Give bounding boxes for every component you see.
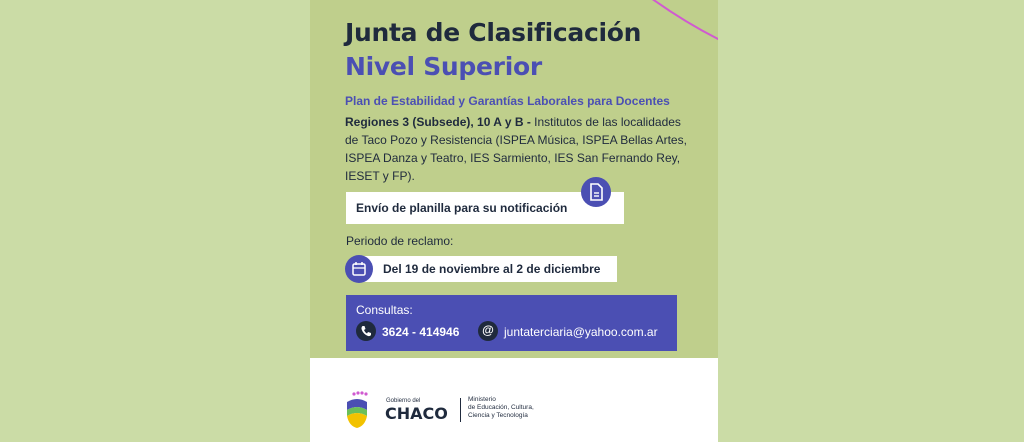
right-background-panel <box>718 0 1024 442</box>
ministry-line-2: de Educación, Cultura, <box>468 404 534 411</box>
gov-label: Gobierno del <box>386 398 421 404</box>
left-background-panel <box>0 0 310 442</box>
announcement-poster <box>310 0 718 442</box>
ministry-line-1: Ministerio <box>468 396 496 403</box>
title-line-2: Nivel Superior <box>345 52 542 81</box>
contact-title: Consultas: <box>356 303 413 317</box>
contact-box <box>346 295 677 351</box>
ministry-line-3: Ciencia y Tecnología <box>468 412 528 419</box>
ministry-name <box>468 396 568 420</box>
subtitle: Plan de Estabilidad y Garantías Laborales para Docentes <box>345 94 670 108</box>
chaco-logo-icon <box>344 390 384 430</box>
phone-icon <box>356 321 376 341</box>
date-range: Del 19 de noviembre al 2 de diciembre <box>383 262 601 276</box>
gov-name: CHACO <box>385 404 448 423</box>
regions-bold: Regiones 3 (Subsede), 10 A y B - <box>345 115 531 129</box>
at-sign-icon: @ <box>478 321 498 341</box>
period-label: Periodo de reclamo: <box>346 234 454 248</box>
regions-paragraph <box>345 113 695 185</box>
calendar-icon <box>345 255 373 283</box>
contact-email[interactable]: juntaterciaria@yahoo.com.ar <box>504 325 658 339</box>
date-box <box>360 256 617 282</box>
regions-text: Institutos de las localidades de Taco Pozo y Resistencia (ISPEA Música, ISPEA Bellas Artes, ISPEA Danza y Teatro, IES Sarmiento, IES San Fernando Rey, IESET y FP). <box>345 115 687 183</box>
notification-label: Envío de planilla para su notificación <box>356 201 568 215</box>
title-line-1: Junta de Clasificación <box>345 18 642 47</box>
contact-phone[interactable]: 3624 - 414946 <box>382 325 460 339</box>
footer-divider <box>460 398 461 422</box>
footer <box>310 358 718 442</box>
document-icon <box>581 177 611 207</box>
